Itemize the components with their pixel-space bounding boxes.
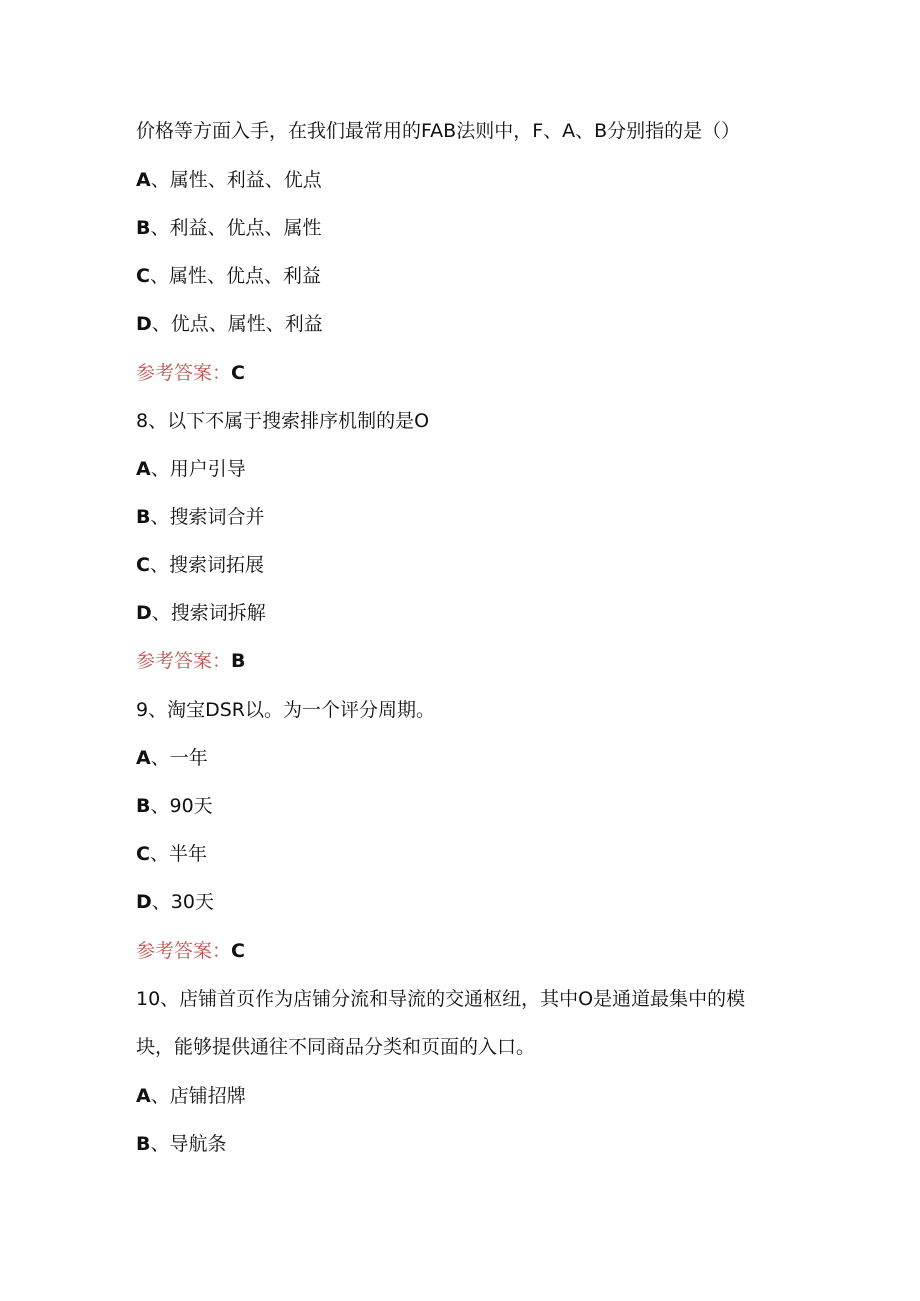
question-8-stem: 8、以下不属于搜索排序机制的是O — [136, 410, 430, 432]
question-7-option-b — [136, 215, 322, 241]
separator: 、 — [150, 458, 170, 480]
separator: 、 — [150, 1133, 170, 1155]
separator: 、 — [149, 265, 169, 287]
question-8-answer — [136, 648, 246, 674]
question-8-option-c — [136, 552, 264, 578]
option-text: 搜索词拆解 — [170, 602, 266, 624]
question-7-answer — [136, 360, 245, 386]
separator: 、 — [151, 313, 171, 335]
answer-value: C — [231, 940, 245, 962]
question-7-option-a — [136, 167, 322, 193]
option-text: 半年 — [168, 843, 207, 865]
question-7-option-d — [136, 311, 323, 337]
question-8-option-d — [136, 600, 266, 626]
question-8-option-a — [136, 456, 246, 482]
separator: 、 — [150, 217, 170, 239]
question-9-option-c — [136, 841, 207, 867]
question-9-option-a — [136, 745, 208, 771]
option-label: A — [136, 747, 151, 769]
question-9-answer — [136, 938, 245, 964]
option-text: 90天 — [169, 795, 213, 817]
option-text: 店铺招牌 — [169, 1085, 246, 1107]
answer-prefix: 参考答案： — [136, 940, 232, 962]
separator: 、 — [150, 506, 170, 528]
option-text: 一年 — [169, 747, 208, 769]
answer-prefix: 参考答案： — [136, 362, 232, 384]
separator: 、 — [149, 554, 169, 576]
separator: 、 — [149, 843, 169, 865]
question-9-option-d — [136, 889, 214, 915]
option-label: B — [136, 506, 151, 528]
option-label: B — [136, 795, 151, 817]
question-10-option-b — [136, 1131, 227, 1157]
separator: 、 — [150, 1085, 170, 1107]
question-10-option-a — [136, 1083, 246, 1109]
question-10-stem-line-1: 10、店铺首页作为店铺分流和导流的交通枢纽，其中O是通道最集中的模 — [136, 988, 746, 1010]
option-text: 30天 — [170, 891, 214, 913]
separator: 、 — [151, 602, 171, 624]
option-label: C — [136, 554, 150, 576]
option-label: B — [136, 217, 151, 239]
option-label: A — [136, 169, 151, 191]
answer-value: B — [231, 650, 246, 672]
option-label: D — [136, 313, 152, 335]
separator: 、 — [151, 891, 171, 913]
option-label: C — [136, 843, 150, 865]
question-8-option-b — [136, 504, 265, 530]
separator: 、 — [150, 795, 170, 817]
option-text: 导航条 — [169, 1133, 227, 1155]
option-text: 属性、优点、利益 — [168, 265, 321, 287]
question-9-stem: 9、淘宝DSR以。为一个评分周期。 — [136, 699, 435, 721]
option-text: 优点、属性、利益 — [170, 313, 323, 335]
option-label: B — [136, 1133, 151, 1155]
question-9-option-b — [136, 793, 213, 819]
option-text: 利益、优点、属性 — [169, 217, 322, 239]
option-text: 用户引导 — [169, 458, 246, 480]
question-10-stem-line-2: 块，能够提供通往不同商品分类和页面的入口。 — [136, 1036, 536, 1058]
option-label: D — [136, 602, 152, 624]
option-text: 搜索词合并 — [169, 506, 265, 528]
question-7-option-c — [136, 263, 321, 289]
option-label: C — [136, 265, 150, 287]
option-label: D — [136, 891, 152, 913]
separator: 、 — [150, 169, 170, 191]
answer-prefix: 参考答案： — [136, 650, 232, 672]
question-7-stem: 价格等方面入手，在我们最常用的FAB法则中，F、A、B分别指的是（） — [136, 120, 741, 142]
answer-value: C — [231, 362, 245, 384]
option-text: 搜索词拓展 — [168, 554, 264, 576]
option-label: A — [136, 458, 151, 480]
option-label: A — [136, 1085, 151, 1107]
separator: 、 — [150, 747, 170, 769]
option-text: 属性、利益、优点 — [169, 169, 322, 191]
